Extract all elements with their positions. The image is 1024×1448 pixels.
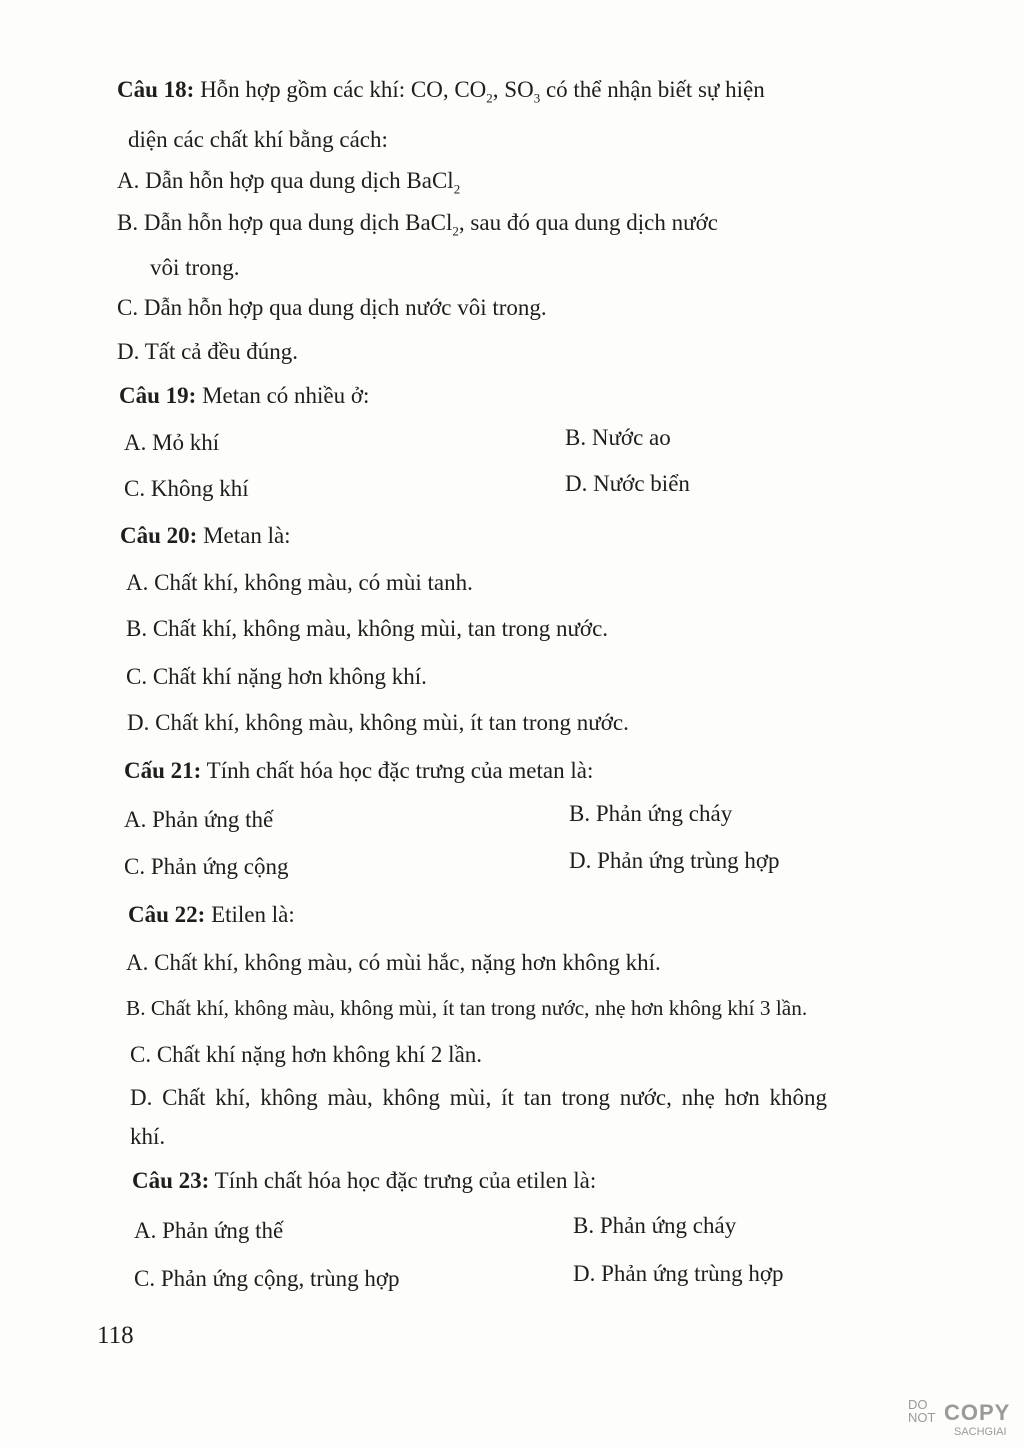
option-c: C. Phản ứng cộng, trùng hợp: [134, 1266, 400, 1291]
question-19-heading: Câu 19: Metan có nhiều ở:: [119, 383, 370, 408]
option-d: D. Chất khí, không màu, không mùi, ít tan trong nước.: [127, 710, 629, 735]
question-number: Câu 19:: [119, 383, 197, 408]
option-d: D. Phản ứng trùng hợp: [569, 848, 780, 873]
option-b: B. Chất khí, không màu, không mùi, ít tan trong nước, nhẹ hơn không khí 3 lần.: [126, 996, 808, 1020]
question-number: Cấu 21:: [124, 758, 202, 783]
option-c: C. Chất khí nặng hơn không khí 2 lần.: [130, 1042, 483, 1067]
question-18-continuation: diện các chất khí bằng cách:: [128, 127, 388, 152]
question-20-heading: Câu 20: Metan là:: [120, 523, 291, 548]
option-b-continuation: vôi trong.: [150, 255, 240, 280]
option-b: B. Phản ứng cháy: [573, 1213, 737, 1238]
option-a: A. Chất khí, không màu, có mùi hắc, nặng hơn không khí.: [126, 950, 661, 975]
option-c: C. Không khí: [124, 476, 249, 501]
option-c: C. Dẫn hỗn hợp qua dung dịch nước vôi trong.: [117, 295, 547, 320]
option-d: D. Phản ứng trùng hợp: [573, 1261, 784, 1286]
do-not-copy-watermark: DO NOT COPY SACHGIAI: [908, 1397, 1011, 1438]
option-b: B. Nước ao: [565, 425, 671, 450]
option-a: A. Chất khí, không màu, có mùi tanh.: [126, 570, 473, 595]
option-a: A. Dẫn hỗn hợp qua dung dịch BaCl$_2$: [117, 168, 461, 197]
option-a: A. Phản ứng thế: [124, 807, 274, 832]
question-number: Câu 23:: [132, 1168, 210, 1193]
option-a: A. Mỏ khí: [124, 430, 220, 455]
option-b: B. Chất khí, không màu, không mùi, tan trong nước.: [126, 616, 609, 641]
option-d: D. Tất cả đều đúng.: [117, 339, 298, 364]
option-d: D. Nước biển: [565, 471, 690, 496]
question-number: Câu 22:: [128, 902, 206, 927]
option-b: B. Dẫn hỗn hợp qua dung dịch BaCl$_2$, sau đó qua dung dịch nước: [117, 210, 718, 239]
question-number: Câu 18:: [117, 77, 195, 102]
question-21-heading: Cấu 21: Tính chất hóa học đặc trưng của metan là:: [124, 758, 594, 783]
question-18-heading: Câu 18: Hỗn hợp gồm các khí: CO, $CO_2$, $SO_3$ có thể nhận biết sự hiện: [117, 77, 765, 106]
page-number: 118: [97, 1322, 134, 1349]
option-c: C. Chất khí nặng hơn không khí.: [126, 664, 427, 689]
question-number: Câu 20:: [120, 523, 198, 548]
option-a: A. Phản ứng thế: [134, 1218, 284, 1243]
option-d: D. Chất khí, không màu, không mùi, ít tan trong nước, nhẹ hơn không: [130, 1085, 827, 1110]
question-23-heading: Câu 23: Tính chất hóa học đặc trưng của etilen là:: [132, 1168, 597, 1193]
option-b: B. Phản ứng cháy: [569, 801, 733, 826]
option-d-continuation: khí.: [130, 1124, 166, 1149]
option-c: C. Phản ứng cộng: [124, 854, 289, 879]
question-22-heading: Câu 22: Etilen là:: [128, 902, 295, 927]
